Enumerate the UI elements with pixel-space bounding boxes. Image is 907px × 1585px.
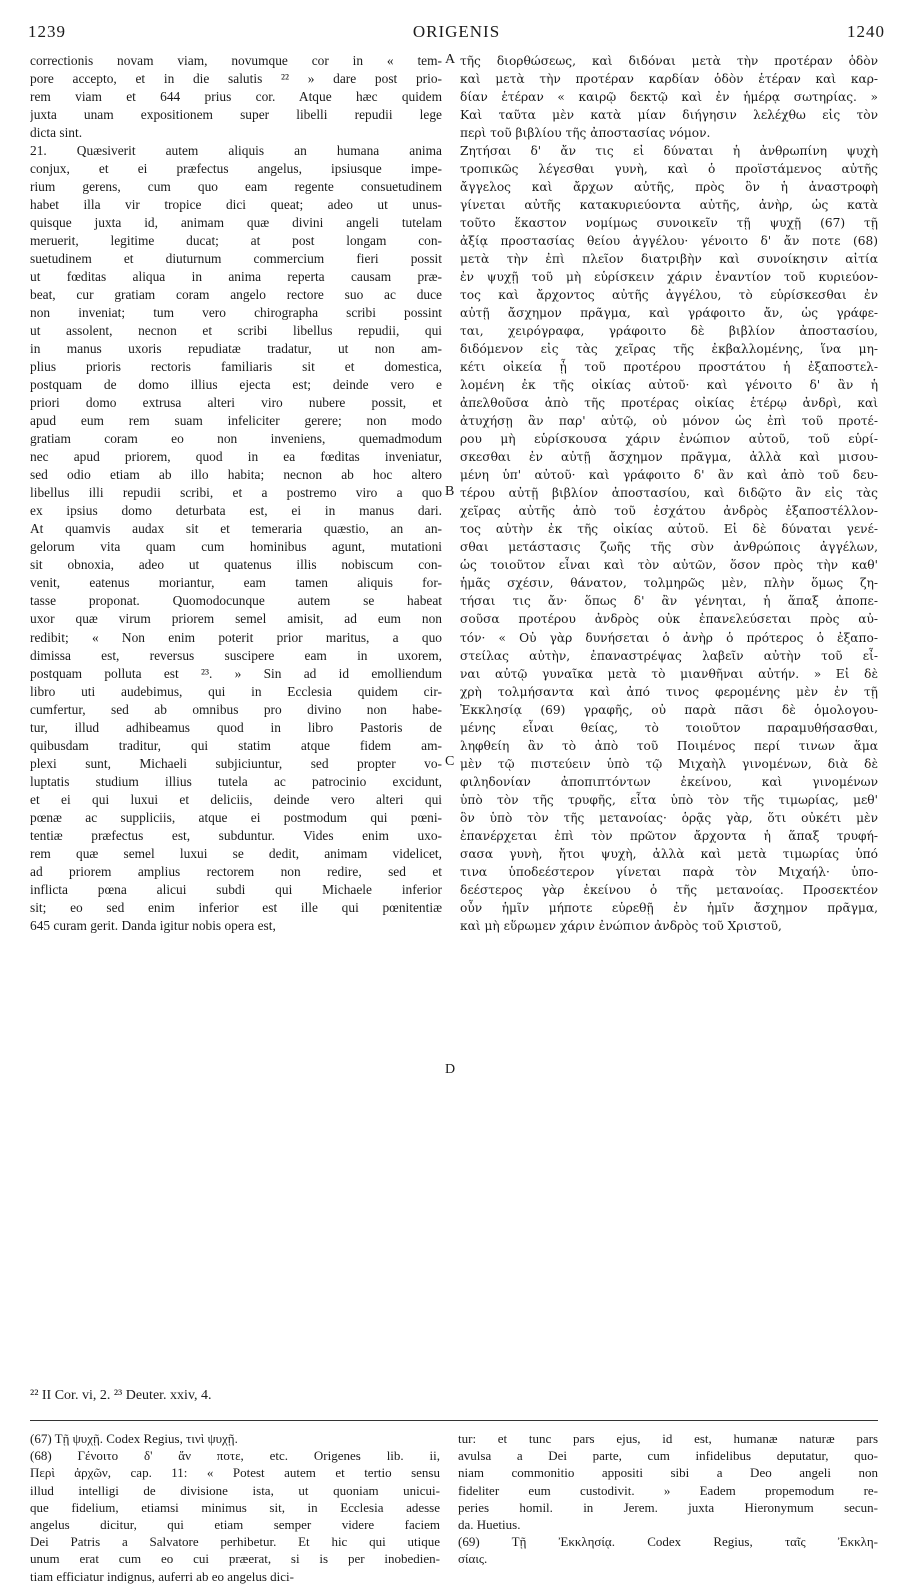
latin-line: tentiæ præfectus est, subduntur. Vides enim uxo- (30, 827, 442, 843)
note-line: illud intelligi de divisione ista, ut quoniam unicui- (30, 1482, 440, 1498)
latin-line: conjux, et ei præfectus angelus, ipsiusque impe- (30, 161, 442, 177)
note-line: angelus dicitur, qui etiam semper videre faciem (30, 1517, 440, 1533)
latin-line: 21. Quæsiverit autem aliquis an humana anima (30, 143, 442, 159)
latin-line: beat, cur gratiam coram angelo rectore suo ac duce (30, 287, 442, 303)
latin-line: postquam polluta est ²³. » Sin ad id emolliendum (30, 665, 442, 681)
latin-line: nec apud priorem, quod in ea fœditas inveniatur, (30, 449, 442, 465)
greek-line: μετὰ τὴν ἐπὶ πλεῖον διατριβὴν καὶ συνοίκησιν αἰτία (460, 252, 878, 267)
greek-line: κέτι οἰκεία ᾖ τοῦ προτέρου προστάτου ἡ ἐξαποστελ- (460, 360, 878, 375)
latin-line: pœnæ ac suppliciis, atque ei postmodum qui pœni- (30, 809, 442, 825)
note-line: unum erat cum eo cui præerat, si is per inobedien- (30, 1551, 440, 1567)
greek-line: μένη ὑπ' αὐτοῦ· καὶ γράφοιτο δ' ἂν καὶ ἀπὸ τοῦ δευ- (460, 468, 878, 483)
latin-line: correctionis novam viam, novumque cor in « tem- (30, 53, 442, 68)
latin-line: priori domo extrusa alteri viro nubere possit, et (30, 395, 442, 411)
latin-line: plexi sunt, Michaeli subjiciuntur, sed propter vo- (30, 755, 442, 771)
latin-text-column (30, 52, 442, 935)
greek-line: τῆς διορθώσεως, καὶ διδόναι μετὰ τὴν προτέραν ὁδὸν (460, 54, 878, 68)
latin-line: meruerit, legitime ducat; at post longam con- (30, 233, 442, 249)
left-page-number: 1239 (28, 22, 66, 41)
greek-line: τος καὶ ἄρχοντος αὐτῆς ἀγγέλου, τὸ εὑρίσκεσθαι ἐν (460, 288, 878, 303)
latin-line: gratiam coram eo non inveniens, quemadmodum (30, 431, 442, 447)
greek-text-column (460, 52, 878, 935)
latin-line: venit, eatenus moriantur, eam tamen aliquis for- (30, 575, 442, 591)
greek-line: ναι αὐτῷ γυναῖκα μετὰ τὸ μιανθῆναι αὐτήν. » Εἰ δὲ (460, 666, 878, 681)
greek-line: Ζητήσαι δ' ἄν τις εἰ δύναται ἡ ἀνθρωπίνη ψυχὴ (460, 144, 878, 159)
footnote-rule (30, 1420, 878, 1421)
greek-line: σθαι μετάστασις ζωῆς τῆς σὺν ἀνθρώποις ἀγγέλων, (460, 540, 878, 555)
latin-line: ad priorem amplius rectorem non redire, sed et (30, 863, 442, 879)
latin-line: sit obnoxia, adeo ut quatenus illis nobiscum con- (30, 557, 442, 573)
greek-line: αὐτῇ ἄσχημον πρᾶγμα, καὶ γράφοιτο ἄν, ὡς γράφε- (460, 306, 878, 321)
latin-line: postquam de domo illius ejecta est; deinde vero e (30, 377, 442, 393)
greek-line: δίαν ἑτέραν « καιρῷ δεκτῷ καὶ ἐν ἡμέρᾳ σωτηρίας. » (460, 90, 878, 105)
greek-line: ἀτυχήσῃ ἂν παρ' αὐτῷ, οὐ μόνον ὡς ἐπὶ τοῦ προτέ- (460, 414, 878, 429)
latin-line: cumfertur, sed ab omnibus pro divino non habe- (30, 701, 442, 717)
greek-line: ἐν ψυχῇ τοῦ μὴ εὑρίσκειν χάριν ἐναντίον τοῦ κυριεύον- (460, 270, 878, 285)
greek-line: στείλας αὐτὴν, ἐπαναστρέψας λαβεῖν αὐτὴν τοῦ εἶ- (460, 648, 878, 663)
latin-line: sed odio etiam ab illo habita; necnon ab hoc altero (30, 467, 442, 483)
greek-line: τέρου αὐτῇ βιβλίον ἀποστασίου, καὶ διδῷτο ἂν εἰς τὰς (460, 486, 878, 501)
note-line: fideliter eum custodivit. » Eadem propemodum re- (458, 1482, 878, 1498)
latin-line: dimissa est, reversus suscipere eam in uxorem, (30, 647, 442, 663)
greek-line: ὃν ὑπὸ τὸν τῆς μετανοίας· ὁρᾷς γὰρ, ὅτι οὐκέτι μὲν (460, 810, 878, 825)
latin-line: inflicta pœna alicui subdi qui Michaele inferior (30, 881, 442, 897)
greek-line: περὶ τοῦ βιβλίου τῆς ἀποστασίας νόμον. (460, 126, 711, 141)
greek-line: καὶ μετὰ τὴν προτέραν καρδίαν ὁδὸν ἑτέραν καὶ καρ- (460, 72, 878, 87)
greek-line: ληφθείη ἂν τὸ ἀπὸ τοῦ Ποιμένος περί τινων ἅμα (460, 738, 878, 753)
note-line: tur: et tunc pars ejus, id est, humanæ naturæ pars (458, 1431, 878, 1446)
note-line: σίαις. (458, 1551, 488, 1567)
greek-line: ὑπὸ τὸν τῆς τρυφῆς, εἶτα ὑπὸ τὸν τῆς τιμωρίας, μεθ' (460, 792, 878, 807)
margin-letter-d: D (445, 1062, 456, 1077)
latin-line: luptatis studium illius tutela ac patrocinio excidunt, (30, 773, 442, 789)
latin-line: 645 curam gerit. Danda igitur nobis opera est, (30, 917, 276, 933)
running-title: ORIGENIS (412, 22, 501, 41)
greek-line: διδόμενον εἰς τὰς χεῖρας τῆς ἐκβαλλομένης, ἵνα μη- (460, 342, 878, 357)
latin-line: pore accepto, et in die salutis ²² » dare post prio- (30, 71, 442, 87)
note-line: peries homil. in Jerem. juxta Hieronymum secun- (458, 1499, 878, 1515)
greek-line: τήσαι τις ἄν· ὅπως δ' ἂν γένηται, ἡ ἅπαξ ἀποπε- (460, 594, 878, 609)
greek-line: φιληδονίαν ἀποπιπτόντων ἐκείνου, καὶ γινομένων (460, 774, 878, 789)
greek-line: τινα ὑποδεέστερον γίνεται παρὰ τὸν Μιχαήλ· ὑπο- (460, 864, 878, 879)
note-line: niam commonitio appositi sibi a Deo angeli non (458, 1465, 878, 1481)
greek-line: ἄγγελος καὶ ἄρχων αὐτῆς, πρὸς ὃν ἡ ἀναστροφὴ (460, 180, 878, 195)
latin-line: in manus uxoris repudiatæ tradatur, ut non am- (30, 341, 442, 357)
greek-line: ἐπανέρχεται ἐπὶ τὸν πρῶτον ἄρχοντα ἡ ἅπαξ τρυφή- (460, 828, 878, 843)
greek-line: ἡμᾶς σχέσιν, θάνατον, τολμηρῶς μὲν, πλὴν ὅμως ζη- (460, 576, 878, 591)
greek-line: τόν· « Οὐ γὰρ δυνήσεται ὁ ἀνὴρ ὁ πρότερος ὁ ἐξαπο- (460, 630, 878, 645)
greek-line: χεῖρας αὐτῆς ἀπὸ τοῦ ἐσχάτου ἀνδρὸς ἐξαποστέλλον- (460, 504, 878, 519)
latin-line: At quamvis audax sit et temeraria quæstio, an an- (30, 521, 442, 537)
note-line: (68) Γένοιτο δ' ἄν ποτε, etc. Origenes lib. ii, (30, 1448, 440, 1464)
latin-line: gelorum vita quam cum hominibus agunt, mutationi (30, 539, 442, 555)
margin-letter-a: A (445, 52, 456, 67)
greek-line: γίνεται αὐτῆς κατακυριεύοντα αὐτῆς, ἀνὴρ, ὡς κατὰ (460, 198, 878, 213)
greek-line: μὲν τῷ πιστεύειν ὑπὸ τῷ Μιχαὴλ γινομένων, διὰ δὲ (460, 756, 878, 771)
margin-letter-b: B (445, 484, 455, 499)
latin-line: suetudinem et diuturnum commercium fieri possit (30, 251, 442, 267)
latin-line: ut assolent, necnon et scribi libellus repudii, qui (30, 323, 442, 339)
greek-line: ται, χειρόγραφα, γράφοιτο δὲ βιβλίον ἀποστασίου, (460, 324, 878, 339)
greek-line: Ἐκκλησίᾳ (69) γραφῆς, οὐ παρὰ πᾶσι δὲ ὁμολογου- (460, 702, 878, 717)
latin-line: apud eum rem suam infeliciter gerere; non modo (30, 413, 442, 429)
greek-line: καὶ μὴ εὕρωμεν χάριν ἐνώπιον ἀνδρὸς τοῦ Χριστοῦ, (460, 918, 782, 933)
latin-line: tur, illud adhibeamus quod in libro Pastoris de (30, 719, 442, 735)
greek-line: δεέστερος γὰρ ἐκείνου ὁ τῆς μετανοίας. Προσεκτέον (460, 882, 878, 897)
latin-line: non inveniat; tum vero chirographa scribi possint (30, 305, 442, 321)
note-line: avulsa a Dei parte, cum infidelibus deputatur, quo- (458, 1448, 878, 1464)
greek-line: ἀξίᾳ προστασίας θείου ἀγγέλου· γένοιτο δ' ἄν ποτε (68) (460, 234, 878, 249)
greek-line: ὡς τοιοῦτον εἶναι καὶ τὸν αὐτῶν, ὅσον πρὸς τὴν καθ' (460, 558, 878, 573)
latin-line: quibusdam traditur, qui statim atque fidem am- (30, 737, 442, 753)
note-line: tiam efficiatur indignus, auferri ab eo angelus dici- (30, 1568, 294, 1584)
latin-line: rem viam et 644 prius cor. Atque hæc quidem (30, 89, 442, 105)
latin-line: rium gerens, cum quo eam regente consuetudinem (30, 179, 442, 195)
greek-line: σοῦσα προτέρου ἀνδρὸς οὐκ ἐπανελεύσεται πρὸς αὐ- (460, 612, 878, 627)
note-line: da. Huetius. (458, 1517, 521, 1533)
greek-line: τοῦτο ἕκαστον νομίμως συνοικεῖν τῇ ψυχῇ (67) τῇ (460, 216, 878, 231)
latin-line: libro uti audebimus, qui in Ecclesia quidem cir- (30, 683, 442, 699)
latin-line: plius prioris rectoris familiaris sit et domestica, (30, 359, 442, 375)
latin-line: juxta unam expositionem super libelli repudii lege (30, 107, 442, 123)
greek-line: τροπικῶς λέγεσθαι γυνὴ, καὶ ὁ προϊστάμενος αὐτῆς (460, 162, 878, 177)
greek-line: μένης εἶναι θείας, τὸ τοιοῦτον παραμυθήσασθαι, (460, 720, 878, 735)
page-header (28, 22, 885, 48)
note-line: (67) Τῇ ψυχῇ. Codex Regius, τινὶ ψυχῇ. (30, 1431, 238, 1446)
latin-line: ut fœditas aliqua in anima reperta causam præ- (30, 269, 442, 285)
latin-line: habet illa vir tropice dici queat; adeo ut unus- (30, 197, 442, 213)
greek-line: σκεσθαι ἐν αὐτῇ ἄσχημον πρᾶγμα, ἀλλὰ καὶ μισου- (460, 450, 878, 465)
greek-line: τος αὐτὴν ἐκ τῆς οἰκίας αὐτοῦ. Εἰ δὲ δύναται γενέ- (460, 522, 878, 537)
note-line: Dei Patris a Salvatore perhibetur. Et hic qui utique (30, 1534, 440, 1550)
right-page-number: 1240 (847, 22, 885, 41)
greek-line: χρὴ τολμήσαντα καὶ ἀπό τινος φερομένης μὲν ἐν τῇ (460, 684, 878, 699)
latin-line: uxor quæ virum priorem semel amisit, ad eum non (30, 611, 442, 627)
latin-line: et ei qui luxui et deliciis, deinde vero alteri qui (30, 791, 442, 807)
greek-line: σασα γυνὴ, ἤτοι ψυχὴ, ἀλλὰ καὶ μετὰ τιμωρίας ὑπό (460, 846, 878, 861)
greek-line: οὖν ἡμῖν μήποτε εὑρεθῇ ἐν ἡμῖν ἄσχημον πρᾶγμα, (460, 900, 878, 915)
greek-line: λομένη ἐκ τῆς οἰκίας αὐτοῦ· καὶ γένοιτο δ' ἂν ἡ (460, 378, 878, 393)
latin-line: sit; eo sed enim inferior est ille qui pœnitentiæ (30, 899, 442, 915)
margin-letter-c: C (445, 754, 455, 769)
greek-line: Καὶ ταῦτα μὲν κατὰ μίαν διήγησιν λελέχθω εἰς τὸν (460, 108, 878, 123)
note-line: Περὶ ἀρχῶν, cap. 11: « Potest autem et tertio sensu (30, 1465, 440, 1481)
latin-line: ex ipsius domo deturbata est, ei in manus dari. (30, 503, 442, 519)
greek-line: ρου μὴ εὑρίσκουσα χάριν ἐνώπιον αὐτοῦ, τοῦ εὑρί- (460, 432, 878, 447)
note-line: que fidelium, etiamsi minimus sit, in Ecclesia adesse (30, 1499, 440, 1515)
note-line: (69) Τῇ Ἐκκλησίᾳ. Codex Regius, ταῖς Ἐκκλη- (458, 1534, 878, 1550)
greek-line: ἀπελθοῦσα ἀπὸ τῆς προτέρας οἰκίας ἑτέρῳ ἀνδρὶ, καὶ (460, 396, 878, 411)
latin-line: quisque juxta id, animam quæ divini angeli tutelam (30, 215, 442, 231)
latin-line: libellus illi repudii scribi, et a postremo viro a quo (30, 485, 442, 501)
latin-line: redibit; « Non enim poterit prior maritus, a quo (30, 629, 442, 645)
notes-right-column (458, 1430, 878, 1568)
latin-line: rem quæ semel luxui se dedit, animam videlicet, (30, 845, 442, 861)
notes-left-column (30, 1430, 440, 1585)
scripture-references: ²² II Cor. vi, 2. ²³ Deuter. xxiv, 4. (30, 1388, 212, 1403)
latin-line: dicta sint. (30, 125, 83, 141)
latin-line: tasse proponat. Quomodocunque autem se habeat (30, 593, 442, 609)
